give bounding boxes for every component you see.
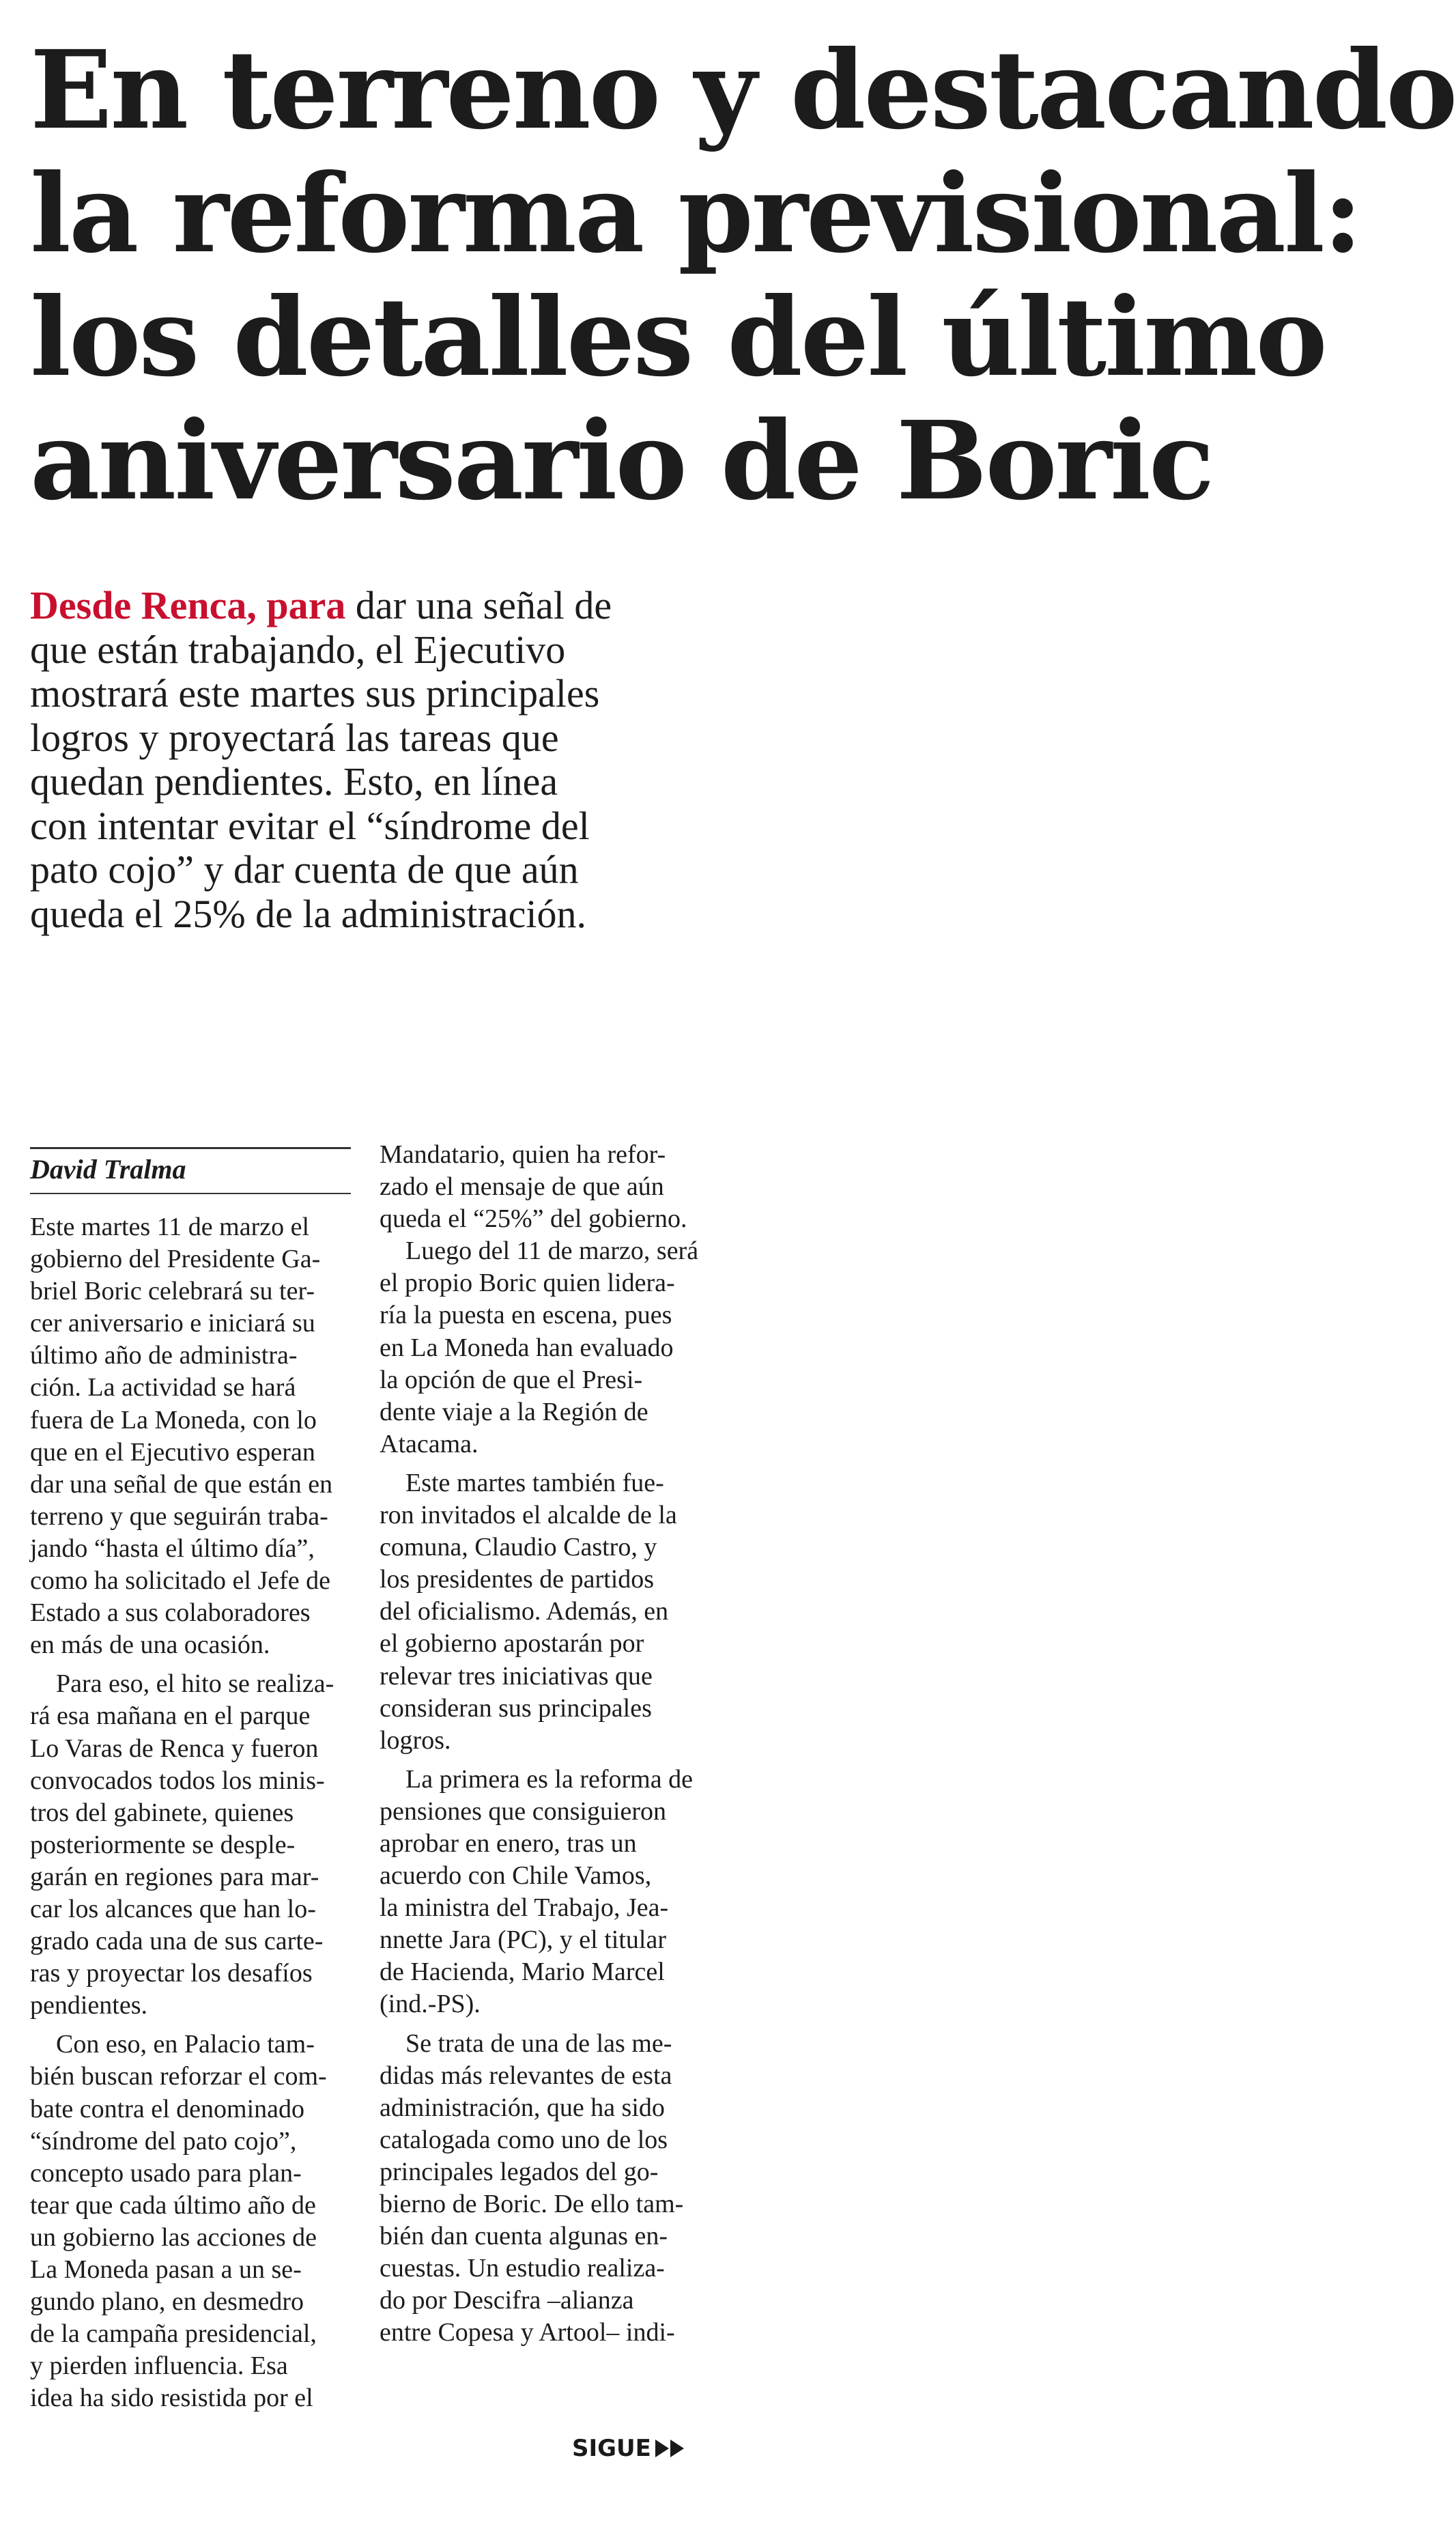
body-line: Lo Varas de Renca y fueron — [30, 1734, 319, 1763]
body-line: bierno de Boric. De ello tam- — [380, 2190, 684, 2218]
body-line: ras y proyectar los desafíos — [30, 1959, 313, 1988]
body-line: logros. — [380, 1725, 451, 1755]
arrow-right-icon — [655, 2440, 669, 2457]
body-line: los presidentes de partidos — [380, 1565, 655, 1594]
body-line: rá esa mañana en el parque — [30, 1701, 311, 1731]
body-line: Luego del 11 de marzo, será — [405, 1237, 699, 1266]
body-line: que en el Ejecutivo esperan — [30, 1437, 315, 1467]
body-column-1 — [30, 1211, 354, 2414]
body-line: car los alcances que han lo- — [30, 1894, 316, 1923]
paragraph-gap — [30, 1661, 354, 1668]
body-line: La Moneda pasan a un se- — [30, 2255, 302, 2284]
headline-line: la reforma previsional: — [30, 151, 1361, 277]
body-line: Con eso, en Palacio tam- — [56, 2030, 315, 2059]
headline-line: los detalles del último — [30, 274, 1326, 401]
headline-line: En terreno y destacando — [30, 27, 1456, 154]
body-line: entre Copesa y Artool– indi- — [380, 2318, 675, 2347]
body-line: cer aniversario e iniciará su — [30, 1309, 315, 1338]
body-line: ría la puesta en escena, pues — [380, 1301, 672, 1330]
headline — [30, 27, 1456, 524]
lead-line: que están trabajando, el Ejecutivo — [30, 627, 566, 672]
author-byline: David Tralma — [30, 1154, 186, 1185]
body-line: de la campaña presidencial, — [30, 2319, 317, 2349]
double-arrow-right-icon — [655, 2440, 684, 2457]
body-line: Este martes 11 de marzo el — [30, 1213, 310, 1241]
body-line: briel Boric celebrará su ter- — [30, 1277, 315, 1306]
body-line: convocados todos los minis- — [30, 1766, 325, 1795]
lead-line: logros y proyectará las tareas que — [30, 715, 559, 760]
lead-line: pato cojo” y dar cuenta de que aún — [30, 847, 579, 892]
body-line: didas más relevantes de esta — [380, 2061, 672, 2090]
body-line: relevar tres iniciativas que — [380, 1661, 653, 1691]
body-line: cuestas. Un estudio realiza- — [380, 2254, 665, 2283]
body-line: del oficialismo. Además, en — [380, 1597, 669, 1626]
body-line: jando “hasta el último día”, — [30, 1534, 315, 1563]
lead-paragraph — [30, 584, 631, 936]
body-line: Estado a sus colaboradores — [30, 1598, 311, 1628]
body-line: La primera es la reforma de — [405, 1764, 693, 1794]
lead-line: queda el 25% de la administración. — [30, 891, 586, 936]
body-line: concepto usado para plan- — [30, 2158, 302, 2188]
byline-block — [30, 1147, 351, 1194]
arrow-right-icon — [670, 2440, 684, 2457]
body-line: ción. La actividad se hará — [30, 1373, 296, 1402]
body-line: la ministra del Trabajo, Jea- — [380, 1893, 669, 1923]
body-line: queda el “25%” del gobierno. — [380, 1204, 687, 1234]
body-line: “síndrome del pato cojo”, — [30, 2126, 297, 2156]
body-line: un gobierno las acciones de — [30, 2222, 317, 2252]
body-line: administración, que ha sido — [380, 2093, 665, 2122]
body-line: aprobar en enero, tras un — [380, 1828, 637, 1858]
body-line: Para eso, el hito se realiza- — [56, 1669, 334, 1699]
body-line: y pierden influencia. Esa — [30, 2351, 288, 2381]
body-line: Este martes también fue- — [405, 1468, 664, 1497]
body-line: dar una señal de que están en — [30, 1469, 333, 1499]
body-line: Se trata de una de las me- — [405, 2029, 672, 2058]
body-line: principales legados del go- — [380, 2157, 659, 2186]
lead-line: mostrará este martes sus principales — [30, 671, 600, 716]
body-line: comuna, Claudio Castro, y — [380, 1533, 657, 1562]
body-line: en más de una ocasión. — [30, 1630, 270, 1660]
body-line: como ha solicitado el Jefe de — [30, 1566, 331, 1596]
body-line: en La Moneda han evaluado — [380, 1333, 674, 1362]
body-line: posteriormente se desple- — [30, 1830, 296, 1859]
body-line: tros del gabinete, quienes — [30, 1798, 294, 1827]
body-line: idea ha sido resistida por el — [30, 2384, 313, 2413]
body-line: Mandatario, quien ha refor- — [380, 1140, 666, 1169]
body-line: zado el mensaje de que aún — [380, 1172, 664, 1202]
body-line: Atacama. — [380, 1429, 479, 1458]
lead-line: con intentar evitar el “síndrome del — [30, 803, 590, 848]
body-line: ron invitados el alcalde de la — [380, 1501, 677, 1530]
body-line: bién buscan reforzar el com- — [30, 2062, 327, 2091]
body-line: bate contra el denominado — [30, 2094, 305, 2123]
body-line: gundo plano, en desmedro — [30, 2287, 304, 2317]
lead-line: quedan pendientes. Esto, en línea — [30, 759, 558, 804]
body-line: consideran sus principales — [380, 1693, 652, 1723]
body-line: grado cada una de sus carte- — [30, 1927, 324, 1956]
paragraph-gap — [380, 1460, 704, 1467]
body-line: bién dan cuenta algunas en- — [380, 2222, 668, 2251]
lead-kicker: Desde Renca, para — [30, 583, 346, 627]
body-line: dente viaje a la Región de — [380, 1397, 648, 1426]
body-line: (ind.-PS). — [380, 1990, 481, 2019]
body-line: gobierno del Presidente Ga- — [30, 1245, 321, 1274]
body-line: último año de administra- — [30, 1341, 298, 1370]
body-line: pensiones que consiguieron — [380, 1796, 667, 1826]
lead-line-rest: dar una señal de — [345, 583, 612, 627]
paragraph-gap — [380, 2021, 704, 2028]
continue-label: SIGUE — [572, 2435, 651, 2462]
body-column-2 — [380, 1139, 704, 2349]
byline-rule-top — [30, 1147, 351, 1149]
body-line: tear que cada último año de — [30, 2190, 316, 2220]
body-line: do por Descifra –alianza — [380, 2286, 634, 2315]
body-line: de Hacienda, Mario Marcel — [380, 1958, 665, 1987]
body-line: el gobierno apostarán por — [380, 1629, 644, 1658]
body-line: catalogada como uno de los — [380, 2125, 668, 2154]
paragraph-gap — [380, 1757, 704, 1764]
body-line: el propio Boric quien lidera- — [380, 1269, 675, 1298]
headline-line: aniversario de Boric — [30, 398, 1213, 524]
body-line: fuera de La Moneda, con lo — [30, 1405, 317, 1435]
body-line: terreno y que seguirán traba- — [30, 1501, 328, 1531]
lead-line — [30, 584, 631, 628]
continue-marker — [572, 2433, 684, 2463]
body-line: garán en regiones para mar- — [30, 1862, 319, 1891]
body-line: acuerdo con Chile Vamos, — [380, 1861, 652, 1891]
body-line: pendientes. — [30, 1991, 148, 2020]
paragraph-gap — [30, 2022, 354, 2029]
body-line: nnette Jara (PC), y el titular — [380, 1925, 666, 1955]
body-line: la opción de que el Presi- — [380, 1365, 643, 1394]
byline-rule-bottom — [30, 1193, 351, 1194]
